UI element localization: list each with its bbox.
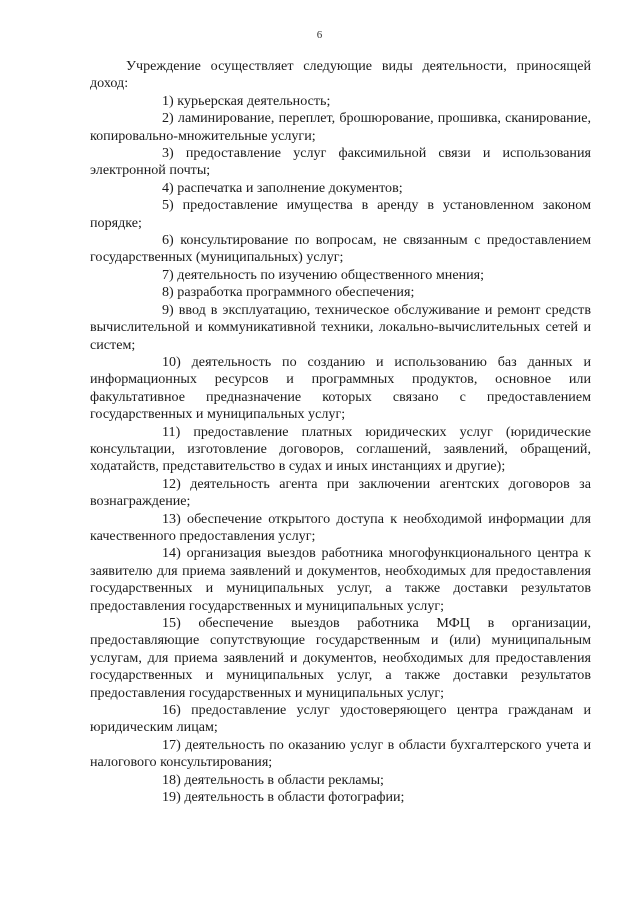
list-item-text: распечатка и заполнение документов; bbox=[177, 179, 403, 196]
list-item-number: 1) bbox=[162, 92, 174, 109]
list-item bbox=[90, 476, 591, 511]
list-item bbox=[90, 772, 591, 789]
list-item-number: 6) bbox=[162, 232, 174, 249]
list-item-number: 19) bbox=[162, 789, 181, 806]
list-item-text: ввод в эксплуатацию, техническое обслуживание и ремонт средств вычислительной и коммуникативной техники, локально-вычислительных сетей и систем; bbox=[90, 301, 591, 353]
list-item-text: обеспечение открытого доступа к необходимой информации для качественного предоставления услуг; bbox=[90, 510, 592, 544]
page-number: 6 bbox=[316, 29, 323, 41]
list-item bbox=[90, 789, 591, 806]
list-item-text: деятельность по изучению общественного мнения; bbox=[177, 266, 485, 283]
list-item bbox=[90, 145, 591, 180]
list-item-text: предоставление услуг факсимильной связи и использования электронной почты; bbox=[90, 145, 591, 179]
list-item-number: 3) bbox=[162, 145, 174, 162]
list-item bbox=[90, 93, 591, 110]
list-item-number: 11) bbox=[162, 423, 181, 440]
list-item-text: деятельность в области фотографии; bbox=[184, 789, 405, 806]
list-item-number: 12) bbox=[162, 475, 181, 492]
list-item-number: 14) bbox=[162, 545, 181, 562]
list-item-number: 18) bbox=[162, 771, 181, 788]
list-item bbox=[90, 267, 591, 284]
list-item bbox=[90, 197, 591, 232]
list-item bbox=[90, 737, 591, 772]
list-item-text: деятельность в области рекламы; bbox=[184, 771, 384, 788]
list-item-text: курьерская деятельность; bbox=[177, 92, 331, 109]
list-item-number: 13) bbox=[162, 510, 181, 527]
list-item bbox=[90, 702, 591, 737]
list-item bbox=[90, 545, 591, 615]
list-item bbox=[90, 511, 591, 546]
list-item bbox=[90, 354, 591, 424]
list-item bbox=[90, 615, 591, 702]
list-item bbox=[90, 424, 591, 476]
list-item-text: обеспечение выездов работника МФЦ в организации, предоставляющие сопутствующие государственным и (или) муниципальным услугам, для приема заявлений и документов, необходимых для предоставления государственных и муниципальных услуг, а также доставки результатов предоставления государственных и муниципальных услуг; bbox=[90, 615, 591, 701]
list-item-number: 8) bbox=[162, 284, 174, 301]
list-item bbox=[90, 302, 591, 354]
list-item-text: деятельность по созданию и использованию баз данных и информационных ресурсов и программных продуктов, основное или факультативное предназначение которых связано с предоставлением государственных и муниципальных услуг; bbox=[90, 353, 591, 423]
list-item-text: ламинирование, переплет, брошюрование, прошивка, сканирование, копировально-множительные услуги; bbox=[90, 110, 591, 144]
list-item-number: 2) bbox=[162, 110, 174, 127]
list-item-text: предоставление имущества в аренду в установленном законом порядке; bbox=[90, 197, 591, 231]
list-item bbox=[90, 180, 591, 197]
list-item-text: деятельность по оказанию услуг в области бухгалтерского учета и налогового консультирования; bbox=[90, 736, 591, 771]
list-item bbox=[90, 284, 591, 301]
list-item-text: деятельность агента при заключении агентских договоров за вознаграждение; bbox=[90, 475, 591, 510]
list-item-text: разработка программного обеспечения; bbox=[177, 284, 415, 301]
list-item-text: консультирование по вопросам, не связанным с предоставлением государственных (муниципальных) услуг; bbox=[90, 232, 592, 266]
list-item bbox=[90, 232, 591, 267]
list-item-number: 9) bbox=[162, 301, 174, 318]
intro-paragraph: Учреждение осуществляет следующие виды деятельности, приносящей доход: bbox=[90, 58, 591, 92]
list-item-text: предоставление платных юридических услуг (юридические консультации, изготовление договоров, соглашений, заявлений, обращений, ходатайств, представительство в судах и иных инстанциях и другие); bbox=[90, 423, 591, 475]
activity-list bbox=[90, 93, 591, 807]
list-item-number: 17) bbox=[162, 736, 181, 753]
document-body bbox=[90, 58, 591, 806]
list-item-text: предоставление услуг удостоверяющего центра гражданам и юридическим лицам; bbox=[90, 702, 591, 736]
list-item-number: 10) bbox=[162, 353, 181, 370]
list-item-number: 15) bbox=[162, 615, 181, 631]
list-item-number: 5) bbox=[162, 197, 174, 214]
list-item bbox=[90, 110, 591, 145]
list-item-number: 16) bbox=[162, 702, 181, 719]
list-item-number: 4) bbox=[162, 179, 174, 196]
list-item-text: организация выездов работника многофункционального центра к заявителю для приема заявлений и документов, необходимых для предоставления государственных и муниципальных услуг, а также доставки результатов предоставления государственных и муниципальных услуг; bbox=[90, 545, 591, 614]
list-item-number: 7) bbox=[162, 266, 174, 283]
